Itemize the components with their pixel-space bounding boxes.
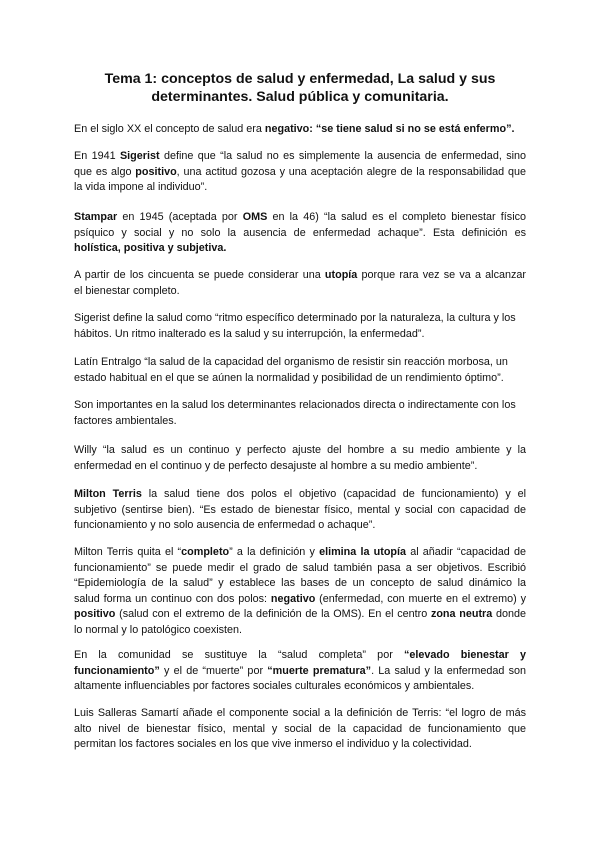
paragraph-10	[74, 545, 526, 639]
paragraph-9	[74, 487, 526, 534]
paragraph-8	[74, 443, 526, 474]
bold-text: negativo	[270, 592, 316, 605]
title-line-1: Tema 1: conceptos de salud y enfermedad, La salud y sus	[104, 71, 496, 87]
bold-text: zona neutra	[430, 608, 493, 621]
bold-text: positivo	[135, 165, 177, 178]
text: salud forma un continuo con dos polos:	[74, 592, 271, 605]
text: que es algo	[74, 165, 136, 178]
text: la vida impone al individuo”.	[74, 181, 208, 194]
text: (salud con el extremo de la definición de la OMS). En el centro	[115, 608, 431, 621]
text: lo normal y lo patológico coexisten.	[74, 623, 243, 636]
text: en la 46) “la salud es el completo bienestar físico	[267, 211, 526, 223]
bold-text: holística, positiva y subjetiva.	[74, 242, 227, 255]
text: A partir de los cincuenta se puede considerar una	[74, 269, 325, 281]
paragraph-2	[74, 149, 526, 196]
text: (enfermedad, con muerte en el extremo) y	[315, 592, 526, 605]
bold-text: negativo: “se tiene salud si no se está enfermo”.	[264, 123, 515, 135]
paragraph-1	[74, 122, 526, 138]
text: factores ambientales.	[74, 414, 177, 427]
text: y el de “muerte” por	[159, 664, 268, 677]
bold-text: Stampar	[74, 211, 118, 223]
paragraph-3	[74, 210, 526, 257]
paragraph-4	[74, 268, 526, 299]
text: subjetivo (sentirse bien). “Es estado de bienestar físico, mental y social con capacidad de	[74, 503, 526, 516]
text: permitan los factores sociales en los que vive inmerso el individuo y la colectividad.	[74, 738, 472, 751]
text: la salud tiene dos polos el objetivo (capacidad de funcionamiento) y el	[141, 488, 526, 500]
text: Milton Terris quita el “	[74, 546, 182, 558]
bold-text: Milton Terris	[74, 488, 142, 500]
bold-text: OMS	[242, 211, 268, 223]
text: hábitos. Un ritmo inalterado es la salud y su interrupción, la enfermedad”.	[74, 327, 425, 340]
text: el bienestar completo.	[74, 284, 180, 297]
bold-text: positivo	[74, 608, 116, 621]
text: funcionamiento” se puede medir el grado de salud también pasa a ser objetivos. Escribió	[74, 561, 526, 574]
text: Sigerist define la salud como “ritmo específico determinado por la naturaleza, la cultura y los	[74, 312, 516, 324]
text: Latín Entralgo “la salud de la capacidad del organismo de resistir sin reacción morbosa, un	[74, 356, 508, 368]
title-line-2: determinantes. Salud pública y comunitaria.	[151, 89, 449, 105]
bold-text: elimina la utopía	[319, 546, 407, 558]
bold-text: utopía	[324, 269, 358, 281]
text: , una actitud gozosa y una aceptación alegre de la responsabilidad que	[176, 165, 526, 178]
bold-text: “muerte prematura”	[267, 664, 372, 677]
paragraph-5	[74, 311, 526, 342]
text: Luis Salleras Samartí añade el componente social a la definición de Terris: “el logro de más	[74, 707, 526, 719]
text: porque rara vez se va a alcanzar	[357, 269, 526, 281]
text: funcionamiento y no solo ausencia de enfermedad o achaque”.	[74, 519, 376, 532]
text: altamente influenciables por factores sociales culturales económicos y ambientales.	[74, 680, 475, 693]
text: define que “la salud no es simplemente la ausencia de enfermedad, sino	[159, 150, 526, 162]
bold-text: completo	[181, 546, 230, 558]
paragraph-7	[74, 398, 526, 429]
text: estado habitual en el que se aúnen la normalidad y posibilidad de un rendimiento óptimo”.	[74, 371, 504, 384]
text: ” a la definición y	[229, 546, 320, 558]
text: al añadir “capacidad de	[406, 546, 526, 558]
paragraph-12	[74, 706, 526, 753]
text: En 1941	[74, 150, 120, 162]
bold-text: Sigerist	[119, 150, 160, 162]
text: “Epidemiología de la salud” y establece las bases de un concepto de salud dinámico la	[74, 577, 526, 590]
text: Willy “la salud es un continuo y perfecto ajuste del hombre a su medio ambiente y la	[74, 444, 526, 456]
text: alto nivel de bienestar físico, mental y social de la capacidad de funcionamiento que	[74, 722, 526, 735]
text: enfermedad en el continuo y de perfecto desajuste al hombre a su medio ambiente”.	[74, 459, 478, 472]
paragraph-11	[74, 648, 526, 695]
text: donde	[492, 608, 526, 621]
text: en 1945 (aceptada por	[117, 211, 243, 223]
document-title	[60, 70, 540, 106]
text: En la comunidad se sustituye la “salud completa” por	[74, 649, 404, 661]
paragraph-6	[74, 355, 526, 386]
text: Son importantes en la salud los determinantes relacionados directa o indirectamente con los	[74, 399, 516, 411]
bold-text: “elevado bienestar y	[403, 649, 526, 661]
bold-text: funcionamiento”	[74, 664, 160, 677]
text: psíquico y social y no solo la ausencia de enfermedad achaque”. Esta definición es	[74, 226, 526, 239]
text: . La salud y la enfermedad son	[371, 664, 526, 677]
text: En el siglo XX el concepto de salud era	[74, 123, 265, 135]
